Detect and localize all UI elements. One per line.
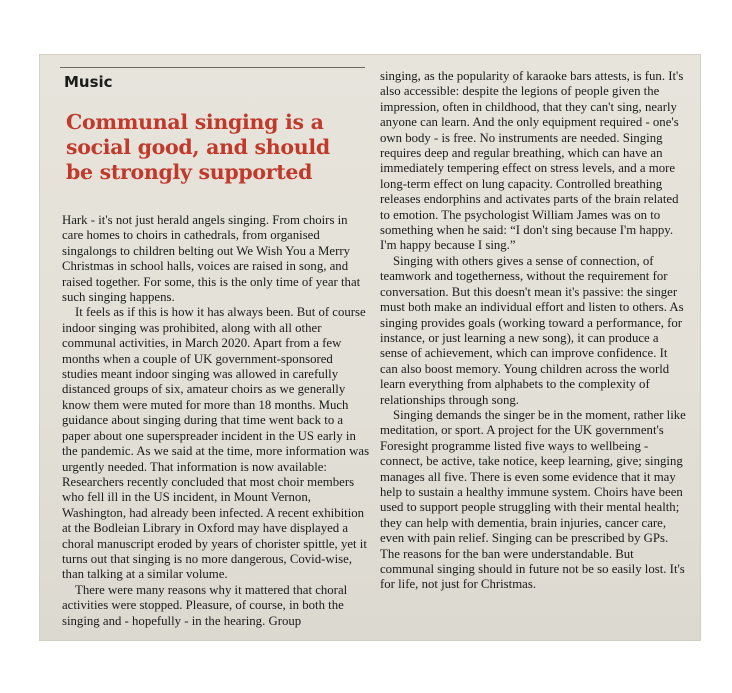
article-column-left — [62, 213, 370, 629]
paragraph: Singing demands the singer be in the moment, rather like meditation, or sport. A project for the UK government's Foresight programme listed five ways to wellbeing - connect, be active, take notice, keep learning, give; singing manages all five. There is even some evidence that it may help to sustain a healthy immune system. Choirs have been used to support people struggling with their mental health; they can help with dementia, brain injuries, cancer care, even with pain relief. Singing can be prescribed by GPs. The reasons for the ban were understandable. But communal singing should in future not be so easily lost. It's for life, not just for Christmas. — [380, 407, 686, 592]
paragraph: singing, as the popularity of karaoke bars attests, is fun. It's also accessible: despite the legions of people given the impression, often in childhood, that they can't sing, nearly anyone can learn. And the only equipment required - one's own body - is free. No instruments are needed. Singing requires deep and regular breathing, which can have an immediately tempering effect on stress levels, and a more long-term effect on lung capacity. Controlled breathing releases endorphins and activates parts of the brain related to emotion. The psychologist William James was on to something when he said: “I don't sing because I'm happy. I'm happy because I sing.” — [380, 69, 684, 253]
article-column-right — [380, 69, 688, 593]
paragraph: Hark - it's not just herald angels singing. From choirs in care homes to choirs in cathedrals, from organised singalongs to children belting out We Wish You a Merry Christmas in school halls, voices are raised in song, and raised together. For some, this is the only time of year that such singing happens. — [62, 213, 361, 305]
paragraph: There were many reasons why it mattered that choral activities were stopped. Pleasure, of course, in both the singing and - hopefully - in the hearing. Group — [62, 582, 348, 628]
headline: Communal singing is a social good, and should be strongly supported — [66, 110, 330, 184]
section-label: Music — [64, 73, 113, 91]
newspaper-clipping — [40, 55, 700, 640]
paragraph: It feels as if this is how it has always been. But of course indoor singing was prohibited, along with all other communal activities, in March 2020. Apart from a few months when a couple of UK government-sponsored studies meant indoor singing was allowed in carefully distanced groups of six, amateur choirs as we generally know them were muted for more than 18 months. Much guidance about singing during that time went back to a paper about one superspreader incident in the US early in the pandemic. As we said at the time, more information was urgently needed. That information is now available: Researchers recently concluded that most choir members who fell ill in the US incident, in Mount Vernon, Washington, had already been infected. A recent exhibition at the Bodleian Library in Oxford may have displayed a choral manuscript eroded by years of chorister spittle, yet it turns out that singing is no more dangerous, Covid-wise, than talking at a similar volume. — [62, 305, 370, 582]
section-rule — [60, 67, 365, 68]
paragraph: Singing with others gives a sense of connection, of teamwork and togetherness, without the requirement for conversation. But this doesn't mean it's passive: the singer must both make an individual effort and listen to others. As singing provides goals (working toward a performance, for instance, or just learning a new song), it can produce a sense of achievement, which can improve confidence. It can also boost memory. Young children across the world learn everything from alphabets to the complexity of relationships through song. — [380, 253, 684, 407]
